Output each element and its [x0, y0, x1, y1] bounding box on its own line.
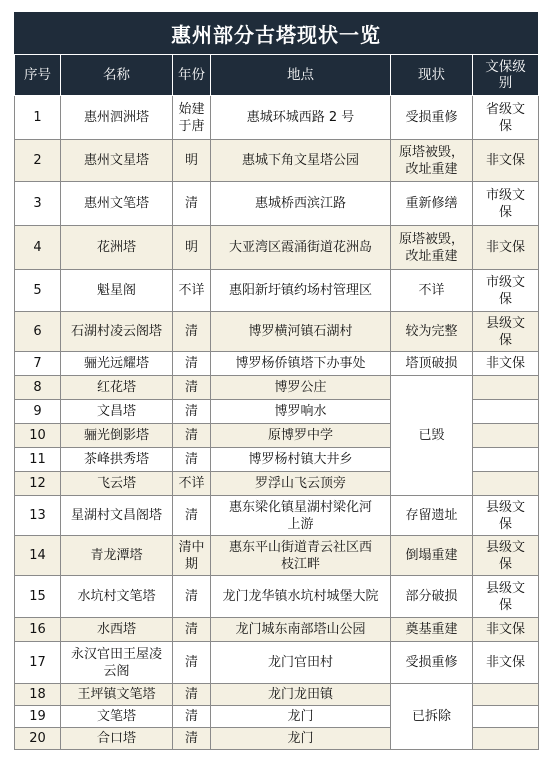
cell-name: 茶峰拱秀塔	[61, 448, 173, 472]
cell-place: 龙门	[211, 728, 391, 750]
cell-name: 水坑村文笔塔	[61, 576, 173, 618]
cell-year: 清	[173, 618, 211, 642]
cell-name: 花洲塔	[61, 226, 173, 270]
cell-year: 清	[173, 424, 211, 448]
cell-year: 明	[173, 226, 211, 270]
table-row	[15, 642, 539, 684]
cell-place: 博罗横河镇石湖村	[211, 312, 391, 352]
cell-status: 重新修缮	[391, 182, 473, 226]
cell-name: 王坪镇文笔塔	[61, 684, 173, 706]
cell-name: 飞云塔	[61, 472, 173, 496]
cell-place: 惠城下角文星塔公园	[211, 140, 391, 182]
cell-level: 非文保	[473, 618, 539, 642]
cell-name: 惠州文笔塔	[61, 182, 173, 226]
table-row	[15, 536, 539, 576]
cell-year: 清	[173, 448, 211, 472]
cell-name: 永汉官田王屋凌云阁	[61, 642, 173, 684]
cell-place: 惠城桥西滨江路	[211, 182, 391, 226]
cell-status: 受损重修	[391, 96, 473, 140]
cell-level: 县级文保	[473, 312, 539, 352]
header-year: 年份	[173, 55, 211, 96]
cell-idx: 19	[15, 706, 61, 728]
cell-status: 原塔被毁，改址重建	[391, 140, 473, 182]
cell-level	[473, 472, 539, 496]
cell-place: 罗浮山飞云顶旁	[211, 472, 391, 496]
cell-idx: 5	[15, 270, 61, 312]
cell-year: 清中期	[173, 536, 211, 576]
cell-place: 龙门	[211, 706, 391, 728]
cell-level: 省级文保	[473, 96, 539, 140]
table-row	[15, 618, 539, 642]
cell-idx: 12	[15, 472, 61, 496]
table-container	[14, 12, 538, 750]
cell-level: 市级文保	[473, 270, 539, 312]
cell-year: 清	[173, 706, 211, 728]
cell-name: 骊光倒影塔	[61, 424, 173, 448]
cell-status: 塔顶破损	[391, 352, 473, 376]
cell-place: 龙门城东南部塔山公园	[211, 618, 391, 642]
cell-year: 清	[173, 182, 211, 226]
cell-name: 石湖村凌云阁塔	[61, 312, 173, 352]
cell-level: 非文保	[473, 642, 539, 684]
cell-level: 市级文保	[473, 182, 539, 226]
table-row	[15, 496, 539, 536]
cell-level	[473, 424, 539, 448]
cell-year: 清	[173, 576, 211, 618]
cell-status: 不详	[391, 270, 473, 312]
cell-idx: 6	[15, 312, 61, 352]
cell-place: 惠东梁化镇星湖村梁化河上游	[211, 496, 391, 536]
cell-place: 惠东平山街道青云社区西枝江畔	[211, 536, 391, 576]
cell-level	[473, 448, 539, 472]
cell-idx: 7	[15, 352, 61, 376]
cell-level	[473, 728, 539, 750]
cell-name: 水西塔	[61, 618, 173, 642]
cell-name: 合口塔	[61, 728, 173, 750]
cell-year: 清	[173, 400, 211, 424]
table-row	[15, 140, 539, 182]
cell-year: 不详	[173, 270, 211, 312]
cell-place: 龙门官田村	[211, 642, 391, 684]
cell-year: 清	[173, 728, 211, 750]
cell-name: 青龙潭塔	[61, 536, 173, 576]
cell-idx: 9	[15, 400, 61, 424]
cell-place: 惠阳新圩镇约场村管理区	[211, 270, 391, 312]
cell-level: 县级文保	[473, 496, 539, 536]
cell-idx: 15	[15, 576, 61, 618]
cell-idx: 14	[15, 536, 61, 576]
header-level: 文保级别	[473, 55, 539, 96]
cell-name: 红花塔	[61, 376, 173, 400]
cell-idx: 2	[15, 140, 61, 182]
table-row	[15, 684, 539, 706]
cell-level: 非文保	[473, 226, 539, 270]
cell-name: 文昌塔	[61, 400, 173, 424]
cell-name: 惠州泗洲塔	[61, 96, 173, 140]
cell-year: 清	[173, 376, 211, 400]
cell-place: 惠城环城西路 2 号	[211, 96, 391, 140]
cell-level: 县级文保	[473, 536, 539, 576]
cell-place: 博罗公庄	[211, 376, 391, 400]
cell-place: 博罗杨村镇大井乡	[211, 448, 391, 472]
table-row	[15, 96, 539, 140]
cell-idx: 16	[15, 618, 61, 642]
table-row	[15, 226, 539, 270]
header-place: 地点	[211, 55, 391, 96]
table-row	[15, 270, 539, 312]
cell-status: 原塔被毁，改址重建	[391, 226, 473, 270]
cell-idx: 8	[15, 376, 61, 400]
header-row	[15, 55, 539, 96]
cell-status: 存留遗址	[391, 496, 473, 536]
cell-place: 原博罗中学	[211, 424, 391, 448]
cell-status: 奠基重建	[391, 618, 473, 642]
cell-level	[473, 706, 539, 728]
table-row	[15, 312, 539, 352]
cell-idx: 18	[15, 684, 61, 706]
cell-year: 清	[173, 352, 211, 376]
cell-name: 文笔塔	[61, 706, 173, 728]
cell-status-merged: 已毁	[391, 376, 473, 496]
cell-year: 清	[173, 642, 211, 684]
cell-status: 受损重修	[391, 642, 473, 684]
cell-idx: 4	[15, 226, 61, 270]
header-idx: 序号	[15, 55, 61, 96]
cell-name: 惠州文星塔	[61, 140, 173, 182]
cell-year: 始建于唐	[173, 96, 211, 140]
cell-name: 魁星阁	[61, 270, 173, 312]
cell-level	[473, 376, 539, 400]
header-status: 现状	[391, 55, 473, 96]
cell-idx: 10	[15, 424, 61, 448]
cell-year: 不详	[173, 472, 211, 496]
cell-idx: 3	[15, 182, 61, 226]
table-row	[15, 576, 539, 618]
cell-year: 清	[173, 684, 211, 706]
cell-idx: 17	[15, 642, 61, 684]
cell-place: 龙门龙华镇水坑村城堡大院	[211, 576, 391, 618]
cell-idx: 20	[15, 728, 61, 750]
cell-status: 部分破损	[391, 576, 473, 618]
cell-idx: 13	[15, 496, 61, 536]
cell-year: 清	[173, 312, 211, 352]
cell-level	[473, 400, 539, 424]
cell-name: 星湖村文昌阁塔	[61, 496, 173, 536]
cell-status: 倒塌重建	[391, 536, 473, 576]
cell-place: 博罗杨侨镇塔下办事处	[211, 352, 391, 376]
cell-level: 非文保	[473, 352, 539, 376]
cell-place: 大亚湾区霞涌街道花洲岛	[211, 226, 391, 270]
table-title: 惠州部分古塔现状一览	[14, 12, 538, 54]
table-row	[15, 352, 539, 376]
cell-status: 较为完整	[391, 312, 473, 352]
cell-idx: 11	[15, 448, 61, 472]
cell-year: 清	[173, 496, 211, 536]
cell-idx: 1	[15, 96, 61, 140]
cell-place: 博罗响水	[211, 400, 391, 424]
header-name: 名称	[61, 55, 173, 96]
table-row	[15, 376, 539, 400]
cell-level: 县级文保	[473, 576, 539, 618]
cell-level	[473, 684, 539, 706]
cell-status-merged: 已拆除	[391, 684, 473, 750]
table-row	[15, 182, 539, 226]
cell-level: 非文保	[473, 140, 539, 182]
cell-year: 明	[173, 140, 211, 182]
pagoda-table	[14, 54, 539, 750]
cell-place: 龙门龙田镇	[211, 684, 391, 706]
cell-name: 骊光远耀塔	[61, 352, 173, 376]
